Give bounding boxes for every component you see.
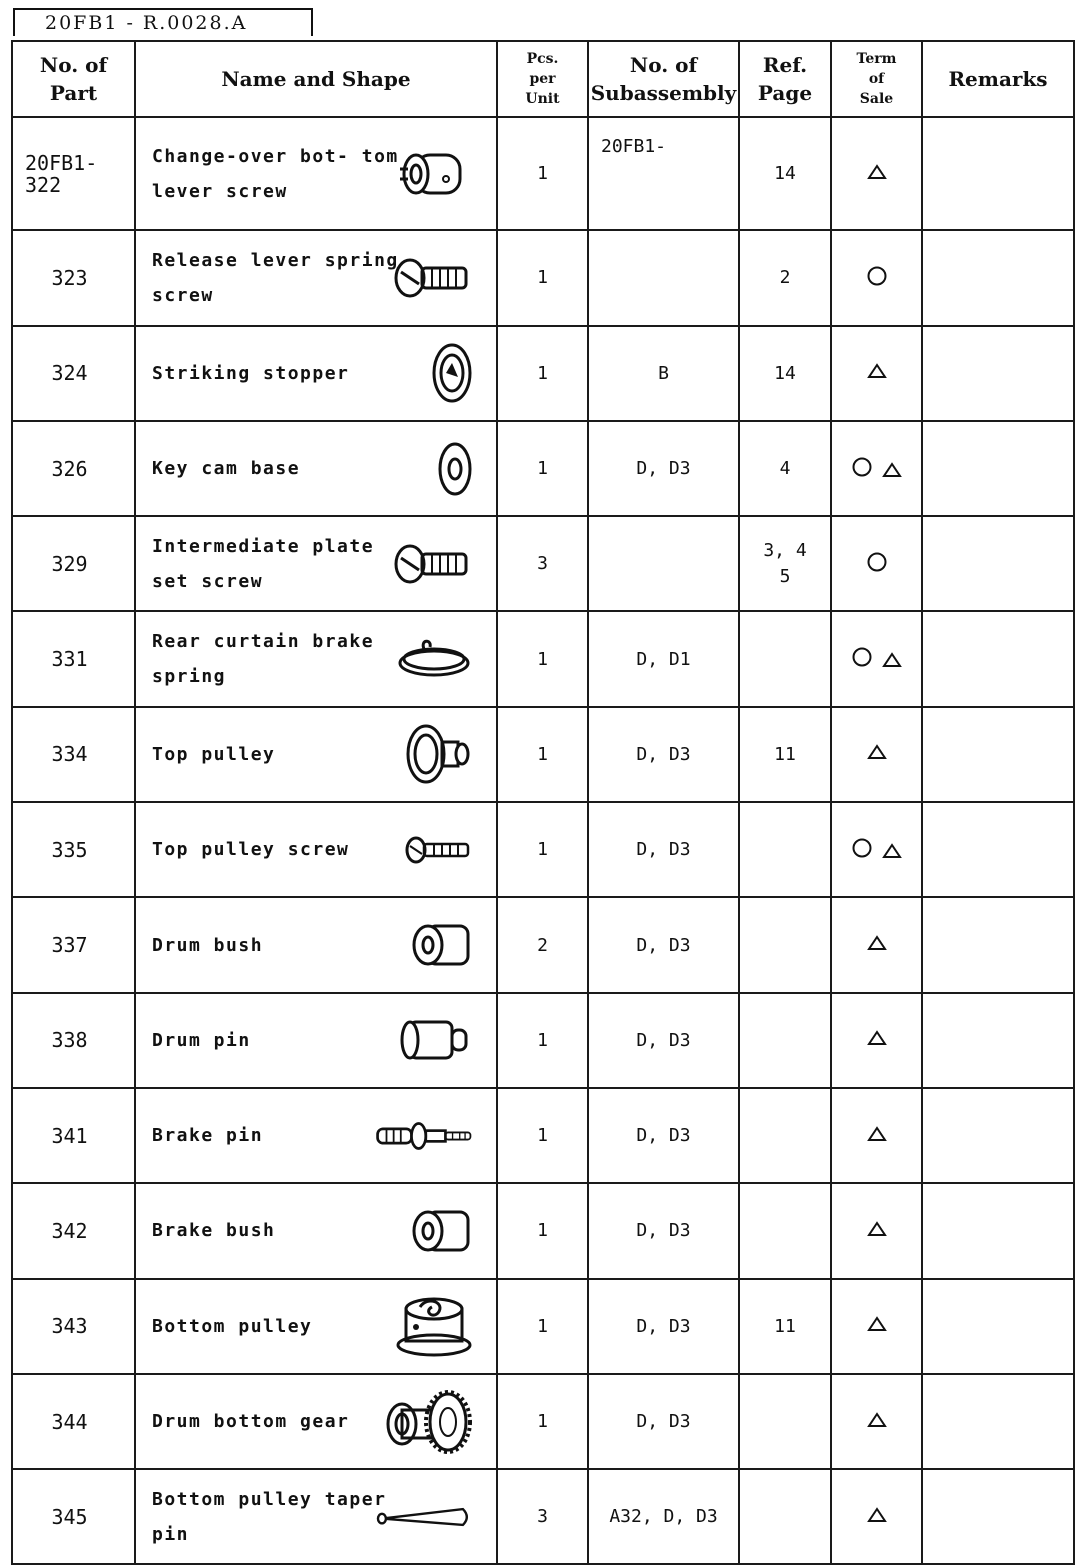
part-name: Intermediate plate set screw bbox=[152, 535, 375, 592]
remarks bbox=[922, 516, 1074, 611]
table-row bbox=[12, 117, 1074, 230]
slotted-screw-icon bbox=[374, 532, 474, 596]
subassembly: D, D3 bbox=[588, 421, 739, 516]
part-number: 326 bbox=[12, 421, 135, 516]
ref-page: 14 bbox=[739, 326, 831, 421]
triangle-icon bbox=[867, 1507, 887, 1523]
table-row bbox=[12, 421, 1074, 516]
part-name-shape bbox=[135, 1374, 497, 1469]
table-row bbox=[12, 1374, 1074, 1469]
remarks bbox=[922, 1279, 1074, 1374]
remarks bbox=[922, 1183, 1074, 1278]
term-of-sale bbox=[831, 1088, 922, 1183]
term-of-sale bbox=[831, 1279, 922, 1374]
pcs-per-unit: 1 bbox=[497, 230, 588, 325]
part-name: Drum bottom gear bbox=[152, 1411, 350, 1432]
subassembly bbox=[588, 230, 739, 325]
subassembly: D, D3 bbox=[588, 802, 739, 897]
part-name: Bottom pulley bbox=[152, 1315, 313, 1337]
part-number: 334 bbox=[12, 707, 135, 802]
part-number: 344 bbox=[12, 1374, 135, 1469]
taper-pin-icon bbox=[374, 1485, 474, 1549]
gear-icon bbox=[374, 1390, 474, 1454]
bottom-pulley-icon bbox=[374, 1294, 474, 1358]
subassembly: D, D3 bbox=[588, 1183, 739, 1278]
pulley-icon bbox=[374, 722, 474, 786]
pcs-per-unit: 1 bbox=[497, 1183, 588, 1278]
term-of-sale bbox=[831, 516, 922, 611]
triangle-icon bbox=[867, 363, 887, 379]
subassembly: D, D3 bbox=[588, 1088, 739, 1183]
document-id: 20FB1 - R.0028.A bbox=[13, 8, 313, 36]
pcs-per-unit: 1 bbox=[497, 707, 588, 802]
ref-page bbox=[739, 1469, 831, 1564]
long-pin-icon bbox=[374, 1104, 474, 1168]
bush-icon bbox=[374, 1199, 474, 1263]
circle-icon bbox=[866, 551, 888, 573]
pcs-per-unit: 1 bbox=[497, 326, 588, 421]
part-name-shape bbox=[135, 326, 497, 421]
part-name: Top pulley bbox=[152, 743, 276, 765]
subassembly: D, D1 bbox=[588, 611, 739, 706]
triangle-icon bbox=[867, 1412, 887, 1428]
part-number: 323 bbox=[12, 230, 135, 325]
header-row bbox=[12, 41, 1074, 117]
table-row bbox=[12, 707, 1074, 802]
header-term-of-sale: Term of Sale bbox=[831, 41, 922, 117]
triangle-icon bbox=[867, 1221, 887, 1237]
part-name-shape bbox=[135, 516, 497, 611]
part-name: Bottom pulley taper pin bbox=[152, 1488, 387, 1545]
remarks bbox=[922, 707, 1074, 802]
pcs-per-unit: 1 bbox=[497, 421, 588, 516]
remarks bbox=[922, 1374, 1074, 1469]
subassembly: D, D3 bbox=[588, 1279, 739, 1374]
subassembly: D, D3 bbox=[588, 707, 739, 802]
remarks bbox=[922, 1088, 1074, 1183]
pcs-per-unit: 1 bbox=[497, 1279, 588, 1374]
header-name-shape: Name and Shape bbox=[135, 41, 497, 117]
subassembly: A32, D, D3 bbox=[588, 1469, 739, 1564]
subassembly: D, D3 bbox=[588, 897, 739, 992]
ref-page: 2 bbox=[739, 230, 831, 325]
term-of-sale bbox=[831, 897, 922, 992]
table-row bbox=[12, 897, 1074, 992]
remarks bbox=[922, 897, 1074, 992]
triangle-icon bbox=[867, 164, 887, 180]
subassembly: D, D3 bbox=[588, 1374, 739, 1469]
washer-icon bbox=[374, 437, 474, 501]
table-row bbox=[12, 993, 1074, 1088]
triangle-icon bbox=[867, 935, 887, 951]
ref-page: 11 bbox=[739, 1279, 831, 1374]
term-of-sale bbox=[831, 802, 922, 897]
part-name: Brake bush bbox=[152, 1220, 276, 1242]
term-of-sale bbox=[831, 1374, 922, 1469]
ref-page: 11 bbox=[739, 707, 831, 802]
circle-icon bbox=[866, 265, 888, 287]
part-name-shape bbox=[135, 707, 497, 802]
part-name-shape bbox=[135, 611, 497, 706]
ref-page bbox=[739, 1374, 831, 1469]
remarks bbox=[922, 993, 1074, 1088]
part-name-shape bbox=[135, 1279, 497, 1374]
remarks bbox=[922, 117, 1074, 230]
subassembly: D, D3 bbox=[588, 993, 739, 1088]
part-number: 329 bbox=[12, 516, 135, 611]
part-name: Release lever spring screw bbox=[152, 249, 399, 306]
triangle-icon bbox=[867, 744, 887, 760]
ref-page bbox=[739, 897, 831, 992]
header-remarks: Remarks bbox=[922, 41, 1074, 117]
term-of-sale bbox=[831, 326, 922, 421]
remarks bbox=[922, 421, 1074, 516]
subassembly: B bbox=[588, 326, 739, 421]
circle-icon bbox=[851, 646, 873, 668]
bush-icon bbox=[374, 913, 474, 977]
part-number: 324 bbox=[12, 326, 135, 421]
part-name-shape bbox=[135, 230, 497, 325]
part-number: 343 bbox=[12, 1279, 135, 1374]
triangle-icon bbox=[882, 462, 902, 478]
term-of-sale bbox=[831, 230, 922, 325]
pcs-per-unit: 1 bbox=[497, 117, 588, 230]
collar-screw-icon bbox=[374, 142, 474, 206]
term-of-sale bbox=[831, 611, 922, 706]
ref-page bbox=[739, 1088, 831, 1183]
part-name: Striking stopper bbox=[152, 362, 350, 384]
circle-icon bbox=[851, 837, 873, 859]
pcs-per-unit: 1 bbox=[497, 993, 588, 1088]
ref-page: 14 bbox=[739, 117, 831, 230]
slotted-screw-icon bbox=[374, 246, 474, 310]
header-ref-page: Ref. Page bbox=[739, 41, 831, 117]
table-row bbox=[12, 611, 1074, 706]
pcs-per-unit: 3 bbox=[497, 516, 588, 611]
ref-page bbox=[739, 1183, 831, 1278]
term-of-sale bbox=[831, 1183, 922, 1278]
part-number: 342 bbox=[12, 1183, 135, 1278]
triangle-icon bbox=[867, 1316, 887, 1332]
table-row bbox=[12, 230, 1074, 325]
subassembly bbox=[588, 516, 739, 611]
part-name: Brake pin bbox=[152, 1125, 264, 1147]
pcs-per-unit: 1 bbox=[497, 802, 588, 897]
part-name-shape bbox=[135, 421, 497, 516]
eccentric-washer-icon bbox=[374, 341, 474, 405]
pcs-per-unit: 3 bbox=[497, 1469, 588, 1564]
part-name-shape bbox=[135, 802, 497, 897]
term-of-sale bbox=[831, 117, 922, 230]
table-row bbox=[12, 1183, 1074, 1278]
triangle-icon bbox=[882, 843, 902, 859]
ref-page: 4 bbox=[739, 421, 831, 516]
table-row bbox=[12, 802, 1074, 897]
part-name-shape bbox=[135, 1088, 497, 1183]
ref-page: 3, 4 5 bbox=[739, 516, 831, 611]
header-part-no: No. of Part bbox=[12, 41, 135, 117]
header-subassembly: No. of Subassembly bbox=[588, 41, 739, 117]
remarks bbox=[922, 230, 1074, 325]
part-number: 20FB1- 322 bbox=[12, 117, 135, 230]
part-number: 345 bbox=[12, 1469, 135, 1564]
ref-page bbox=[739, 611, 831, 706]
parts-table bbox=[11, 40, 1075, 1565]
header-pcs-per-unit: Pcs. per Unit bbox=[497, 41, 588, 117]
table-row bbox=[12, 516, 1074, 611]
table-row bbox=[12, 1088, 1074, 1183]
coil-spring-icon bbox=[374, 627, 474, 691]
remarks bbox=[922, 802, 1074, 897]
stepped-pin-icon bbox=[374, 1008, 474, 1072]
remarks bbox=[922, 1469, 1074, 1564]
part-name-shape bbox=[135, 117, 497, 230]
pcs-per-unit: 1 bbox=[497, 1088, 588, 1183]
table-row bbox=[12, 326, 1074, 421]
part-number: 341 bbox=[12, 1088, 135, 1183]
remarks bbox=[922, 611, 1074, 706]
part-name: Top pulley screw bbox=[152, 839, 350, 861]
part-name-shape bbox=[135, 1469, 497, 1564]
part-name-shape bbox=[135, 897, 497, 992]
table-row bbox=[12, 1469, 1074, 1564]
part-name: Drum bush bbox=[152, 934, 264, 956]
part-number: 338 bbox=[12, 993, 135, 1088]
part-name-shape bbox=[135, 1183, 497, 1278]
small-screw-icon bbox=[374, 818, 474, 882]
triangle-icon bbox=[867, 1126, 887, 1142]
part-number: 337 bbox=[12, 897, 135, 992]
table-row bbox=[12, 1279, 1074, 1374]
part-name: Key cam base bbox=[152, 458, 301, 480]
part-number: 331 bbox=[12, 611, 135, 706]
pcs-per-unit: 1 bbox=[497, 611, 588, 706]
ref-page bbox=[739, 802, 831, 897]
part-name-shape bbox=[135, 993, 497, 1088]
term-of-sale bbox=[831, 421, 922, 516]
part-name: Rear curtain brake spring bbox=[152, 631, 375, 688]
part-name: Change-over bot- tom lever screw bbox=[152, 145, 399, 202]
subassembly: 20FB1- bbox=[588, 117, 739, 230]
part-name: Drum pin bbox=[152, 1029, 251, 1051]
term-of-sale bbox=[831, 1469, 922, 1564]
term-of-sale bbox=[831, 993, 922, 1088]
ref-page bbox=[739, 993, 831, 1088]
pcs-per-unit: 1 bbox=[497, 1374, 588, 1469]
triangle-icon bbox=[882, 652, 902, 668]
part-number: 335 bbox=[12, 802, 135, 897]
remarks bbox=[922, 326, 1074, 421]
pcs-per-unit: 2 bbox=[497, 897, 588, 992]
term-of-sale bbox=[831, 707, 922, 802]
circle-icon bbox=[851, 456, 873, 478]
triangle-icon bbox=[867, 1030, 887, 1046]
